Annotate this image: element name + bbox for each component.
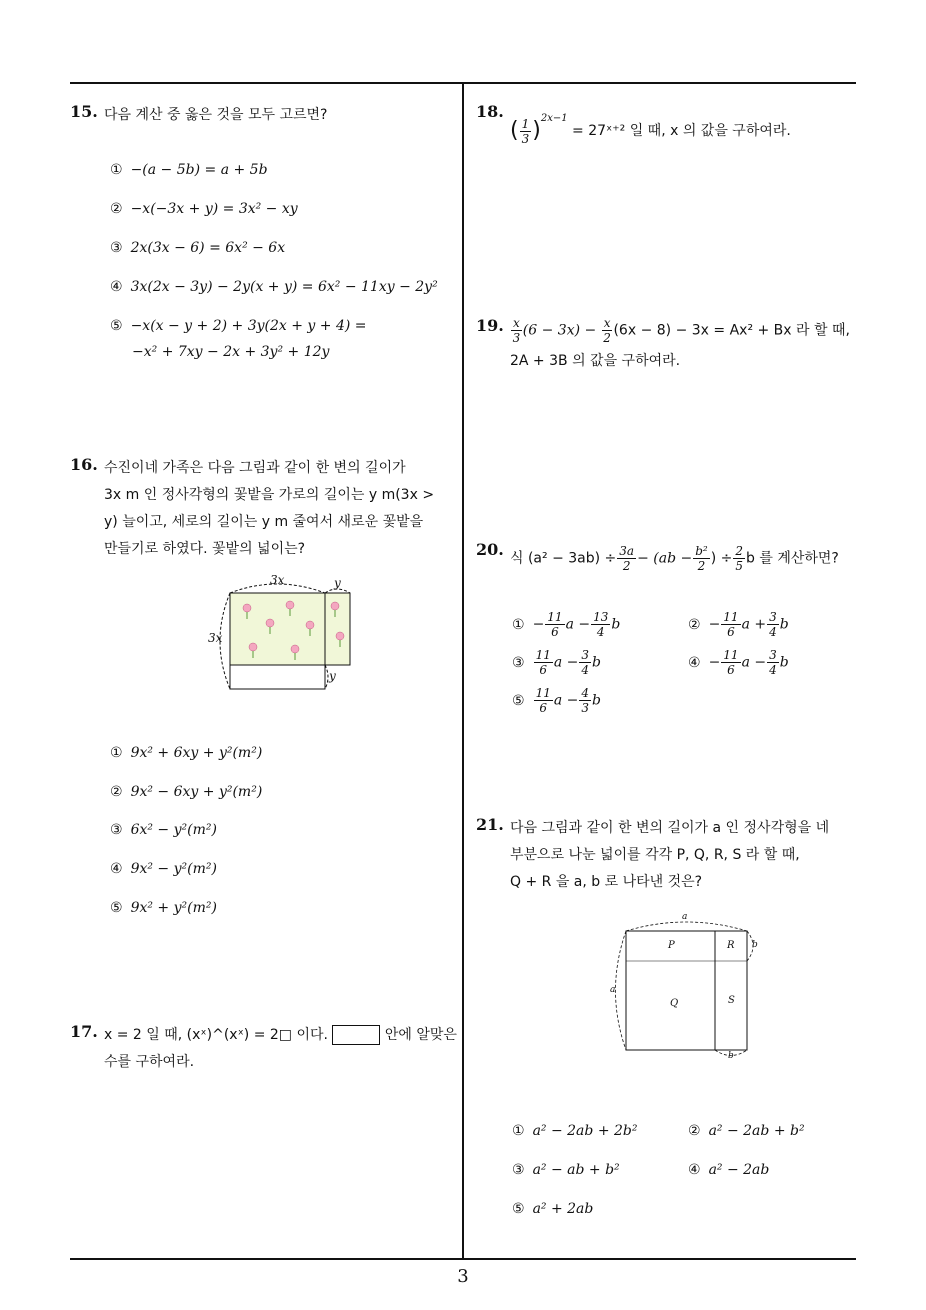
question-text-line-3: y) 늘이고, 세로의 길이는 y m 줄여서 새로운 꽃밭을 xyxy=(104,514,424,530)
question-number: 17. xyxy=(70,1022,98,1041)
question-text-line-2: 3x m 인 정사각형의 꽃밭을 가로의 길이는 y m(3x > xyxy=(104,487,435,503)
question-number: 18. xyxy=(476,102,504,121)
choice-2[interactable]: ② −x(−3x + y) = 3x² − xy xyxy=(110,201,298,217)
question-text: 다음 계산 중 옳은 것을 모두 고르면? xyxy=(104,107,328,123)
question-number: 21. xyxy=(476,815,504,834)
choice-5-line2: −x² + 7xy − 2x + 3y² + 12y xyxy=(132,344,330,360)
fig-label-right: b xyxy=(752,940,758,950)
choice-3[interactable]: ③ $\frac{11}{6}$ a − $\frac{3}{4}$ b xyxy=(512,648,601,677)
question-text-line-2: 2A + 3B 의 값을 구하여라. xyxy=(510,353,681,369)
question-number: 15. xyxy=(70,102,98,121)
choice-2[interactable]: ② − $\frac{11}{6}$ a + $\frac{3}{4}$ b xyxy=(688,610,789,639)
choice-3[interactable]: ③ 2x(3x − 6) = 6x² − 6x xyxy=(110,240,286,256)
choice-4[interactable]: ④ a² − 2ab xyxy=(688,1162,770,1178)
fig-label-top: a xyxy=(682,912,688,922)
region-S: S xyxy=(728,995,735,1006)
choice-5[interactable]: ⑤ −x(x − y + 2) + 3y(2x + y + 4) = xyxy=(110,318,367,334)
question-text-line-2: 수를 구하여라. xyxy=(104,1054,195,1070)
choice-2[interactable]: ② a² − 2ab + b² xyxy=(688,1123,805,1139)
question-15 xyxy=(70,102,450,372)
choice-1[interactable]: ① a² − 2ab + 2b² xyxy=(512,1123,638,1139)
choice-5[interactable]: ⑤ 9x² + y²(m²) xyxy=(110,900,217,916)
choice-4[interactable]: ④ 9x² − y²(m²) xyxy=(110,861,217,877)
column-divider xyxy=(462,82,464,1259)
choice-4[interactable]: ④ 3x(2x − 3y) − 2y(x + y) = 6x² − 11xy − 2y² xyxy=(110,279,438,295)
question-21 xyxy=(476,815,866,1225)
choice-2[interactable]: ② 9x² − 6xy + y²(m²) xyxy=(110,784,263,800)
choice-4[interactable]: ④ − $\frac{11}{6}$ a − $\frac{3}{4}$ b xyxy=(688,648,789,677)
question-text-line-1: x = 2 일 때, (xˣ)^(xˣ) = 2□ 이다. 안에 알맞은 xyxy=(104,1027,457,1043)
square-figure xyxy=(601,913,771,1065)
fig-label-left: a xyxy=(610,985,616,995)
region-P: P xyxy=(668,940,675,951)
question-text: ( $\frac{1}{3}$ )$^{2x-1}$ = 27ˣ⁺² 일 때, x 의 값을 구하여라. xyxy=(510,113,791,146)
question-text: 식 (a² − 3ab) ÷ $\frac{3a}{2}$ − (ab − $\frac{\text{b²}}{2}$ ) ÷ $\frac{2}{5}$ b 를 계산하면? xyxy=(510,544,839,573)
region-Q: Q xyxy=(670,998,679,1009)
question-18 xyxy=(476,102,866,152)
answer-box[interactable] xyxy=(332,1025,380,1045)
fig-label-right-top: y xyxy=(334,576,341,590)
fig-label-bottom: b xyxy=(728,1051,734,1061)
page-number: 3 xyxy=(457,1266,469,1287)
fig-label-top: 3x xyxy=(270,573,285,587)
fig-label-bottom-right: y xyxy=(329,669,336,683)
question-number: 19. xyxy=(476,316,504,335)
question-17 xyxy=(70,1022,460,1082)
fig-label-left: 3x xyxy=(208,631,223,645)
choice-1[interactable]: ① 9x² + 6xy + y²(m²) xyxy=(110,745,263,761)
question-20 xyxy=(476,540,866,730)
question-text-line-1: 다음 그림과 같이 한 변의 길이가 a 인 정사각형을 네 xyxy=(510,820,830,836)
question-number: 16. xyxy=(70,455,98,474)
question-text-line-2: 부분으로 나눈 넓이를 각각 P, Q, R, S 라 할 때, xyxy=(510,847,800,863)
question-text-line-1: 수진이네 가족은 다음 그림과 같이 한 변의 길이가 xyxy=(104,460,406,476)
choice-3[interactable]: ③ a² − ab + b² xyxy=(512,1162,620,1178)
choice-1[interactable]: ① −(a − 5b) = a + 5b xyxy=(110,162,268,178)
choice-3[interactable]: ③ 6x² − y²(m²) xyxy=(110,822,217,838)
choice-5[interactable]: ⑤ a² + 2ab xyxy=(512,1201,594,1217)
choice-1[interactable]: ① − $\frac{11}{6}$ a − $\frac{13}{4}$ b xyxy=(512,610,621,639)
question-19 xyxy=(476,316,866,376)
question-text-line-3: Q + R 을 a, b 로 나타낸 것은? xyxy=(510,874,703,890)
question-number: 20. xyxy=(476,540,504,559)
question-text-line-4: 만들기로 하였다. 꽃밭의 넓이는? xyxy=(104,541,306,557)
choice-5[interactable]: ⑤ $\frac{11}{6}$ a − $\frac{4}{3}$ b xyxy=(512,686,601,715)
question-16 xyxy=(70,455,460,925)
region-R: R xyxy=(727,940,735,951)
question-text-line-1: $\frac{x}{3}$ (6 − 3x) − $\frac{x}{2}$ (6x − 8) − 3x = Ax² + Bx 라 할 때, xyxy=(512,316,850,345)
